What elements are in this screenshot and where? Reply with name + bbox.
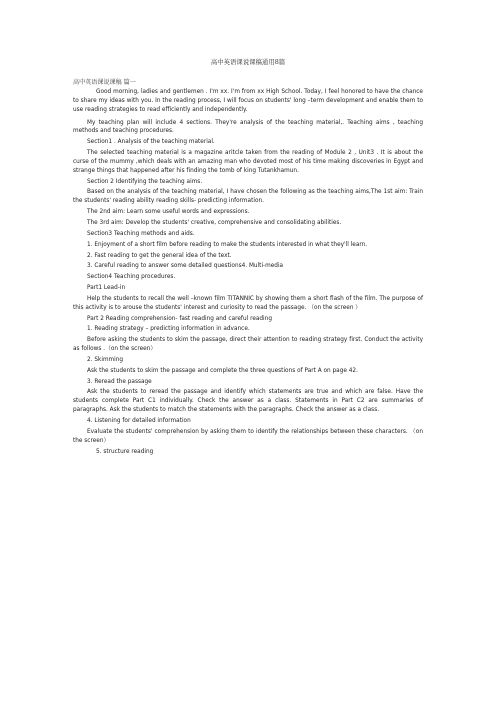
paragraph-material: The selected teaching material is a magazine aritcle taken from the reading of Module 2 , Unit3 . It is about the curse of the mummy ,which deals with an amazing man who devoted most of his time making discoveries in Egypt and strange things that happened after his finding the tomb of king Tutankhamun. — [73, 150, 423, 174]
paragraph-aim-3: The 3rd aim: Develop the students' creative, comprehensive and consolidating abilities. — [87, 219, 342, 226]
paragraph-reread-heading: 3. Reread the passage — [87, 378, 152, 385]
paragraph-section3-heading: Section3 Teaching methods and aids. — [87, 230, 195, 237]
paragraph-method-2: 2. Fast reading to get the general idea of the text. — [87, 252, 232, 259]
paragraph-strategy: 1. Reading strategy – predicting information in advance. — [87, 326, 250, 333]
section-heading: 高中英语课说课稿 篇一 — [73, 79, 136, 86]
paragraph-reread: Ask the students to reread the passage and identify which statements are true and which are false. Have the students complete Part C1 individually. Check the answer as a class. Statements in Part C2 are summaries of paragraphs. Ask the students to match the statements with the paragraphs. Check the answer as a class. — [73, 389, 423, 414]
paragraph-part1-heading: Part1 Lead-in — [87, 285, 126, 292]
paragraph-skimming-heading: 2. Skimming — [87, 356, 124, 363]
paragraph-skimming: Ask the students to skim the passage and complete the three questions of Part A on page 42. — [87, 367, 358, 374]
paragraph-part2-heading: Part 2 Reading comprehension- fast reading and careful reading — [87, 315, 272, 322]
paragraph-aim-2: The 2nd aim: Learn some useful words and expressions. — [87, 209, 250, 216]
paragraph-method-1: 1. Enjoyment of a short film before reading to make the students interested in what they'll learn. — [87, 241, 368, 248]
paragraph-listening: Evaluate the students' comprehension by asking them to identify the relationships between these characters. （on the screen） — [73, 428, 423, 444]
document-title: 高中英语课说课稿通用8篇 — [210, 58, 286, 66]
paragraph-aims: Based on the analysis of the teaching material, I have chosen the following as the teaching aims,The 1st aim: Train the students' reading ability reading skills- predicting information. — [73, 189, 423, 205]
paragraph-section2-heading: Section 2 Identifying the teaching aims. — [87, 178, 203, 185]
paragraph-lead-in: Help the students to recall the well –known film TITANNIC by showing them a short flash of the film. The purpose of this activity is to arouse the students' interest and curiosity to read the passage. （on the screen ） — [73, 295, 423, 311]
paragraph-method-3: 3. Careful reading to answer some detailed questions4. Multi-media — [87, 263, 284, 270]
paragraph-structure-heading: 5. structure reading — [96, 448, 154, 455]
document-page — [73, 58, 423, 458]
paragraph-listening-heading: 4. Listening for detailed information — [87, 418, 191, 424]
paragraph-plan: My teaching plan will include 4 sections. They're analysis of the teaching material,. Teaching aims , teaching methods and teaching procedures. — [73, 119, 423, 135]
paragraph-intro: Good morning, ladies and gentlemen . I'm xx. I'm from xx High School. Today, I feel honored to have the chance to share my ideas with you. In the reading process, I will focus on students' long –term development and enable them to use reading strategies to read efficiently and independently. — [73, 89, 423, 113]
paragraph-section1-heading: Section1 . Analysis of the teaching material. — [87, 139, 215, 146]
paragraph-section4-heading: Section4 Teaching procedures. — [87, 274, 176, 281]
paragraph-strategy-detail: Before asking the students to skim the passage, direct their attention to reading strategy first. Conduct the activity as follows .（on the screen） — [73, 337, 423, 353]
